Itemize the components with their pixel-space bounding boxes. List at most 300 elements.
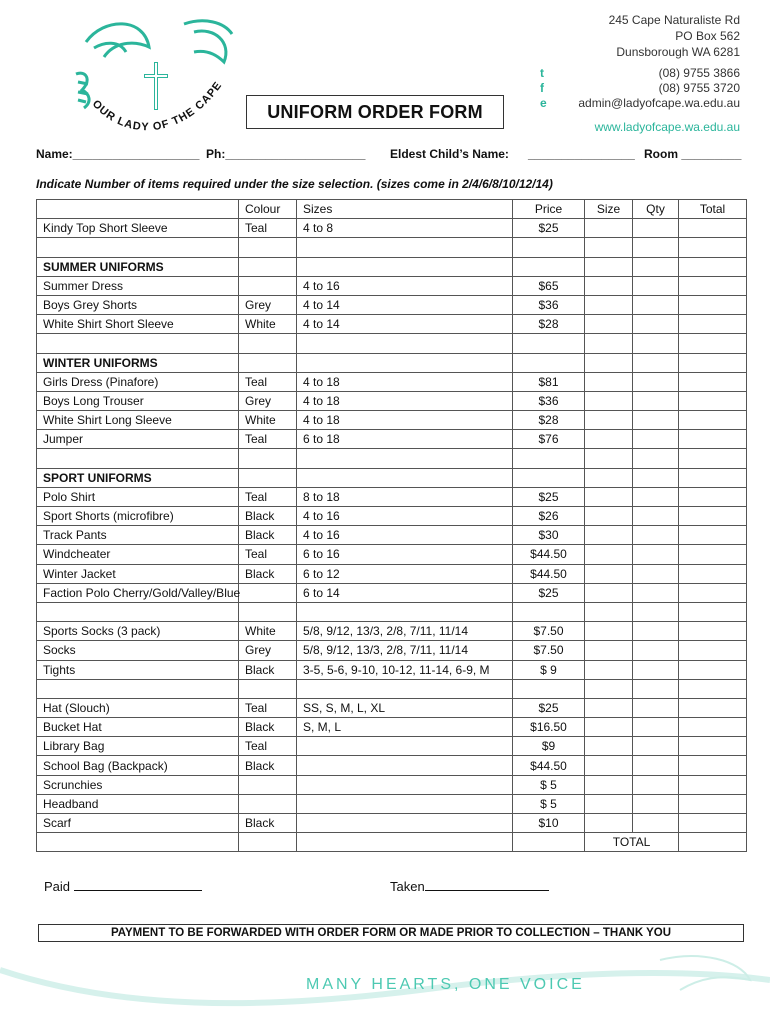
item-price	[513, 238, 585, 257]
qty-entry-cell[interactable]	[633, 737, 679, 756]
item-price: $28	[513, 411, 585, 430]
size-entry-cell[interactable]	[585, 602, 633, 621]
item-name: Bucket Hat	[37, 718, 239, 737]
empty-cell	[239, 257, 297, 276]
empty-cell	[297, 353, 513, 372]
paid-label: Paid	[44, 879, 71, 894]
item-name: Hat (Slouch)	[37, 698, 239, 717]
size-entry-cell[interactable]	[585, 449, 633, 468]
contact-details	[540, 66, 740, 111]
empty-cell	[297, 468, 513, 487]
item-colour: Black	[239, 814, 297, 833]
item-sizes	[297, 238, 513, 257]
item-name: Socks	[37, 641, 239, 660]
contact-key: e	[540, 96, 547, 110]
item-colour: Teal	[239, 545, 297, 564]
total-row	[37, 833, 747, 852]
grand-total-cell[interactable]	[679, 833, 747, 852]
item-sizes	[297, 775, 513, 794]
size-entry-cell[interactable]	[585, 238, 633, 257]
total-entry-cell[interactable]	[679, 679, 747, 698]
item-sizes: 4 to 8	[297, 219, 513, 238]
item-colour: White	[239, 315, 297, 334]
logo-text: OUR LADY OF THE CAPE	[89, 79, 225, 134]
item-name: Winter Jacket	[37, 564, 239, 583]
school-motto: MANY HEARTS, ONE VOICE	[306, 976, 585, 993]
item-name: Scarf	[37, 814, 239, 833]
item-colour	[239, 583, 297, 602]
item-sizes	[297, 449, 513, 468]
size-entry-cell[interactable]	[585, 372, 633, 391]
item-colour	[239, 276, 297, 295]
empty-cell	[297, 257, 513, 276]
size-entry-cell[interactable]	[585, 219, 633, 238]
item-price: $25	[513, 487, 585, 506]
empty-cell	[585, 353, 633, 372]
size-entry-cell[interactable]	[585, 430, 633, 449]
item-name: White Shirt Long Sleeve	[37, 411, 239, 430]
item-price: $44.50	[513, 545, 585, 564]
qty-entry-cell[interactable]	[633, 660, 679, 679]
item-price: $25	[513, 219, 585, 238]
table-row	[37, 794, 747, 813]
contact-key: t	[540, 66, 544, 80]
qty-entry-cell[interactable]	[633, 411, 679, 430]
total-entry-cell[interactable]	[679, 487, 747, 506]
qty-entry-cell[interactable]	[633, 526, 679, 545]
empty-cell	[633, 353, 679, 372]
table-row	[37, 756, 747, 775]
item-colour	[239, 238, 297, 257]
qty-entry-cell[interactable]	[633, 391, 679, 410]
header-sizes: Sizes	[297, 200, 513, 219]
size-entry-cell[interactable]	[585, 545, 633, 564]
item-colour: Grey	[239, 391, 297, 410]
item-name	[37, 334, 239, 353]
empty-cell	[585, 257, 633, 276]
item-price: $9	[513, 737, 585, 756]
qty-entry-cell[interactable]	[633, 679, 679, 698]
item-colour: Black	[239, 660, 297, 679]
item-price	[513, 449, 585, 468]
item-sizes: 4 to 18	[297, 372, 513, 391]
item-price: $ 5	[513, 775, 585, 794]
total-spacer	[239, 833, 297, 852]
size-entry-cell[interactable]	[585, 295, 633, 314]
table-row	[37, 775, 747, 794]
item-sizes: 4 to 16	[297, 276, 513, 295]
item-name: Windcheater	[37, 545, 239, 564]
item-price: $36	[513, 295, 585, 314]
qty-entry-cell[interactable]	[633, 622, 679, 641]
table-row	[37, 295, 747, 314]
item-sizes: 6 to 18	[297, 430, 513, 449]
item-name: Scrunchies	[37, 775, 239, 794]
total-entry-cell[interactable]	[679, 391, 747, 410]
item-sizes: 8 to 18	[297, 487, 513, 506]
size-entry-cell[interactable]	[585, 737, 633, 756]
item-price: $81	[513, 372, 585, 391]
table-row	[37, 564, 747, 583]
qty-entry-cell[interactable]	[633, 775, 679, 794]
qty-entry-cell[interactable]	[633, 334, 679, 353]
item-colour: Teal	[239, 219, 297, 238]
contact-key: f	[540, 81, 544, 95]
item-sizes: 5/8, 9/12, 13/3, 2/8, 7/11, 11/14	[297, 641, 513, 660]
size-entry-cell[interactable]	[585, 315, 633, 334]
table-row	[37, 641, 747, 660]
item-sizes: 4 to 14	[297, 295, 513, 314]
total-entry-cell[interactable]	[679, 411, 747, 430]
empty-cell	[633, 257, 679, 276]
item-name: Summer Dress	[37, 276, 239, 295]
paid-line[interactable]	[74, 878, 202, 891]
header-price: Price	[513, 200, 585, 219]
school-logo	[64, 12, 244, 142]
empty-cell	[679, 257, 747, 276]
qty-entry-cell[interactable]	[633, 315, 679, 334]
total-entry-cell[interactable]	[679, 238, 747, 257]
size-entry-cell[interactable]	[585, 507, 633, 526]
total-entry-cell[interactable]	[679, 794, 747, 813]
header-qty: Qty	[633, 200, 679, 219]
item-colour	[239, 449, 297, 468]
table-row	[37, 238, 747, 257]
form-fields	[36, 147, 746, 165]
item-name: Library Bag	[37, 737, 239, 756]
size-entry-cell[interactable]	[585, 660, 633, 679]
item-sizes: 6 to 16	[297, 545, 513, 564]
item-price: $30	[513, 526, 585, 545]
taken-field[interactable]	[390, 878, 549, 894]
qty-entry-cell[interactable]	[633, 238, 679, 257]
item-name: Jumper	[37, 430, 239, 449]
item-name	[37, 238, 239, 257]
total-entry-cell[interactable]	[679, 564, 747, 583]
size-entry-cell[interactable]	[585, 564, 633, 583]
item-colour: Black	[239, 526, 297, 545]
total-entry-cell[interactable]	[679, 545, 747, 564]
item-name: Sports Socks (3 pack)	[37, 622, 239, 641]
form-title: UNIFORM ORDER FORM	[246, 95, 504, 129]
empty-cell	[239, 353, 297, 372]
item-sizes: 6 to 14	[297, 583, 513, 602]
table-row	[37, 372, 747, 391]
table-header-row	[37, 200, 747, 219]
size-entry-cell[interactable]	[585, 391, 633, 410]
item-price: $10	[513, 814, 585, 833]
item-name	[37, 679, 239, 698]
item-sizes: SS, S, M, L, XL	[297, 698, 513, 717]
item-name: Track Pants	[37, 526, 239, 545]
size-entry-cell[interactable]	[585, 487, 633, 506]
total-spacer	[513, 833, 585, 852]
item-sizes: 5/8, 9/12, 13/3, 2/8, 7/11, 11/14	[297, 622, 513, 641]
total-entry-cell[interactable]	[679, 660, 747, 679]
qty-entry-cell[interactable]	[633, 756, 679, 775]
address-line: PO Box 562	[675, 29, 740, 43]
total-entry-cell[interactable]	[679, 507, 747, 526]
header-size: Size	[585, 200, 633, 219]
empty-cell	[679, 468, 747, 487]
qty-entry-cell[interactable]	[633, 219, 679, 238]
total-label: TOTAL	[585, 833, 679, 852]
item-name: Faction Polo Cherry/Gold/Valley/Blue	[37, 583, 239, 602]
phone-number: (08) 9755 3866	[658, 66, 740, 80]
section-title: SPORT UNIFORMS	[37, 468, 239, 487]
table-row	[37, 679, 747, 698]
item-price: $44.50	[513, 564, 585, 583]
email-address: admin@ladyofcape.wa.edu.au	[578, 96, 740, 110]
instruction-text: Indicate Number of items required under the size selection. (sizes come in 2/4/6/8/10/12/14)	[36, 177, 553, 191]
item-price: $16.50	[513, 718, 585, 737]
size-entry-cell[interactable]	[585, 679, 633, 698]
item-colour	[239, 602, 297, 621]
size-entry-cell[interactable]	[585, 814, 633, 833]
size-entry-cell[interactable]	[585, 775, 633, 794]
total-entry-cell[interactable]	[679, 276, 747, 295]
item-name: Tights	[37, 660, 239, 679]
table-row	[37, 718, 747, 737]
item-sizes: 3-5, 5-6, 9-10, 10-12, 11-14, 6-9, M	[297, 660, 513, 679]
payment-note: PAYMENT TO BE FORWARDED WITH ORDER FORM OR MADE PRIOR TO COLLECTION – THANK YOU	[38, 924, 744, 942]
size-entry-cell[interactable]	[585, 641, 633, 660]
item-name	[37, 449, 239, 468]
item-sizes	[297, 814, 513, 833]
item-sizes: 4 to 18	[297, 391, 513, 410]
total-entry-cell[interactable]	[679, 641, 747, 660]
table-row	[37, 698, 747, 717]
item-colour: Black	[239, 507, 297, 526]
section-row	[37, 468, 747, 487]
paid-field[interactable]	[44, 878, 202, 894]
item-price: $ 5	[513, 794, 585, 813]
item-sizes	[297, 334, 513, 353]
header-colour: Colour	[239, 200, 297, 219]
item-price: $7.50	[513, 641, 585, 660]
total-spacer	[37, 833, 239, 852]
item-name: Kindy Top Short Sleeve	[37, 219, 239, 238]
total-entry-cell[interactable]	[679, 814, 747, 833]
item-price: $44.50	[513, 756, 585, 775]
item-colour: White	[239, 622, 297, 641]
item-colour: Black	[239, 718, 297, 737]
size-entry-cell[interactable]	[585, 622, 633, 641]
item-colour	[239, 775, 297, 794]
header-item	[37, 200, 239, 219]
item-name: Girls Dress (Pinafore)	[37, 372, 239, 391]
item-colour: Black	[239, 564, 297, 583]
item-price: $65	[513, 276, 585, 295]
size-entry-cell[interactable]	[585, 718, 633, 737]
section-title: SUMMER UNIFORMS	[37, 257, 239, 276]
total-entry-cell[interactable]	[679, 756, 747, 775]
item-price: $ 9	[513, 660, 585, 679]
qty-entry-cell[interactable]	[633, 295, 679, 314]
total-entry-cell[interactable]	[679, 219, 747, 238]
item-name: Headband	[37, 794, 239, 813]
item-price	[513, 679, 585, 698]
qty-entry-cell[interactable]	[633, 564, 679, 583]
table-row	[37, 737, 747, 756]
eldest-child-field[interactable]: ________________	[528, 147, 635, 161]
item-name: Boys Long Trouser	[37, 391, 239, 410]
total-entry-cell[interactable]	[679, 334, 747, 353]
table-row	[37, 622, 747, 641]
item-colour: Grey	[239, 295, 297, 314]
qty-entry-cell[interactable]	[633, 372, 679, 391]
qty-entry-cell[interactable]	[633, 698, 679, 717]
qty-entry-cell[interactable]	[633, 449, 679, 468]
qty-entry-cell[interactable]	[633, 718, 679, 737]
total-entry-cell[interactable]	[679, 526, 747, 545]
item-sizes	[297, 679, 513, 698]
address-line: 245 Cape Naturaliste Rd	[608, 13, 740, 27]
item-price	[513, 334, 585, 353]
qty-entry-cell[interactable]	[633, 487, 679, 506]
total-entry-cell[interactable]	[679, 602, 747, 621]
item-colour: Teal	[239, 487, 297, 506]
total-entry-cell[interactable]	[679, 737, 747, 756]
item-price: $36	[513, 391, 585, 410]
total-entry-cell[interactable]	[679, 372, 747, 391]
item-colour: Grey	[239, 641, 297, 660]
item-colour	[239, 679, 297, 698]
empty-cell	[633, 468, 679, 487]
item-sizes	[297, 737, 513, 756]
item-price: $25	[513, 583, 585, 602]
empty-cell	[679, 353, 747, 372]
total-entry-cell[interactable]	[679, 315, 747, 334]
item-price: $26	[513, 507, 585, 526]
item-sizes: 4 to 16	[297, 507, 513, 526]
qty-entry-cell[interactable]	[633, 641, 679, 660]
item-price: $25	[513, 698, 585, 717]
table-row	[37, 487, 747, 506]
table-row	[37, 526, 747, 545]
table-row	[37, 334, 747, 353]
uniform-items-table	[36, 199, 747, 852]
total-spacer	[297, 833, 513, 852]
table-row	[37, 411, 747, 430]
table-row	[37, 814, 747, 833]
size-entry-cell[interactable]	[585, 526, 633, 545]
room-field[interactable]: Room _________	[644, 147, 742, 161]
item-name: Sport Shorts (microfibre)	[37, 507, 239, 526]
eldest-child-label: Eldest Child’s Name:	[390, 147, 509, 161]
website-link[interactable]: www.ladyofcape.wa.edu.au	[594, 120, 740, 134]
size-entry-cell[interactable]	[585, 583, 633, 602]
table-row	[37, 583, 747, 602]
item-colour: Teal	[239, 737, 297, 756]
size-entry-cell[interactable]	[585, 334, 633, 353]
empty-cell	[239, 468, 297, 487]
name-field[interactable]: Name:___________________	[36, 147, 200, 161]
header-total: Total	[679, 200, 747, 219]
size-entry-cell[interactable]	[585, 698, 633, 717]
cross-icon	[144, 62, 168, 110]
address-line: Dunsborough WA 6281	[616, 45, 740, 59]
table-row	[37, 276, 747, 295]
item-name	[37, 602, 239, 621]
total-entry-cell[interactable]	[679, 430, 747, 449]
item-price	[513, 602, 585, 621]
qty-entry-cell[interactable]	[633, 602, 679, 621]
item-sizes: S, M, L	[297, 718, 513, 737]
qty-entry-cell[interactable]	[633, 545, 679, 564]
item-name: School Bag (Backpack)	[37, 756, 239, 775]
empty-cell	[585, 468, 633, 487]
total-entry-cell[interactable]	[679, 449, 747, 468]
qty-entry-cell[interactable]	[633, 507, 679, 526]
qty-entry-cell[interactable]	[633, 583, 679, 602]
item-colour: White	[239, 411, 297, 430]
item-colour	[239, 334, 297, 353]
item-name: Polo Shirt	[37, 487, 239, 506]
item-colour	[239, 794, 297, 813]
item-sizes	[297, 756, 513, 775]
total-entry-cell[interactable]	[679, 718, 747, 737]
total-entry-cell[interactable]	[679, 775, 747, 794]
size-entry-cell[interactable]	[585, 794, 633, 813]
section-row	[37, 257, 747, 276]
school-address	[609, 12, 740, 60]
phone-field[interactable]: Ph:_____________________	[206, 147, 366, 161]
qty-entry-cell[interactable]	[633, 276, 679, 295]
table-row	[37, 660, 747, 679]
item-colour: Teal	[239, 372, 297, 391]
item-sizes: 4 to 16	[297, 526, 513, 545]
table-row	[37, 602, 747, 621]
qty-entry-cell[interactable]	[633, 814, 679, 833]
table-row	[37, 449, 747, 468]
size-entry-cell[interactable]	[585, 411, 633, 430]
table-row	[37, 430, 747, 449]
size-entry-cell[interactable]	[585, 276, 633, 295]
item-sizes: 6 to 12	[297, 564, 513, 583]
taken-label: Taken	[390, 879, 425, 894]
table-row	[37, 315, 747, 334]
item-colour: Teal	[239, 698, 297, 717]
item-sizes	[297, 794, 513, 813]
item-colour: Black	[239, 756, 297, 775]
item-name: White Shirt Short Sleeve	[37, 315, 239, 334]
item-price: $76	[513, 430, 585, 449]
item-sizes: 4 to 18	[297, 411, 513, 430]
total-entry-cell[interactable]	[679, 622, 747, 641]
table-row	[37, 391, 747, 410]
total-entry-cell[interactable]	[679, 295, 747, 314]
section-row	[37, 353, 747, 372]
taken-line[interactable]	[425, 878, 549, 891]
item-price: $28	[513, 315, 585, 334]
item-sizes	[297, 602, 513, 621]
empty-cell	[513, 468, 585, 487]
item-colour: Teal	[239, 430, 297, 449]
total-entry-cell[interactable]	[679, 698, 747, 717]
total-entry-cell[interactable]	[679, 583, 747, 602]
item-price: $7.50	[513, 622, 585, 641]
qty-entry-cell[interactable]	[633, 430, 679, 449]
size-entry-cell[interactable]	[585, 756, 633, 775]
item-sizes: 4 to 14	[297, 315, 513, 334]
empty-cell	[513, 353, 585, 372]
empty-cell	[513, 257, 585, 276]
item-name: Boys Grey Shorts	[37, 295, 239, 314]
qty-entry-cell[interactable]	[633, 794, 679, 813]
fax-number: (08) 9755 3720	[658, 81, 740, 95]
table-row	[37, 545, 747, 564]
